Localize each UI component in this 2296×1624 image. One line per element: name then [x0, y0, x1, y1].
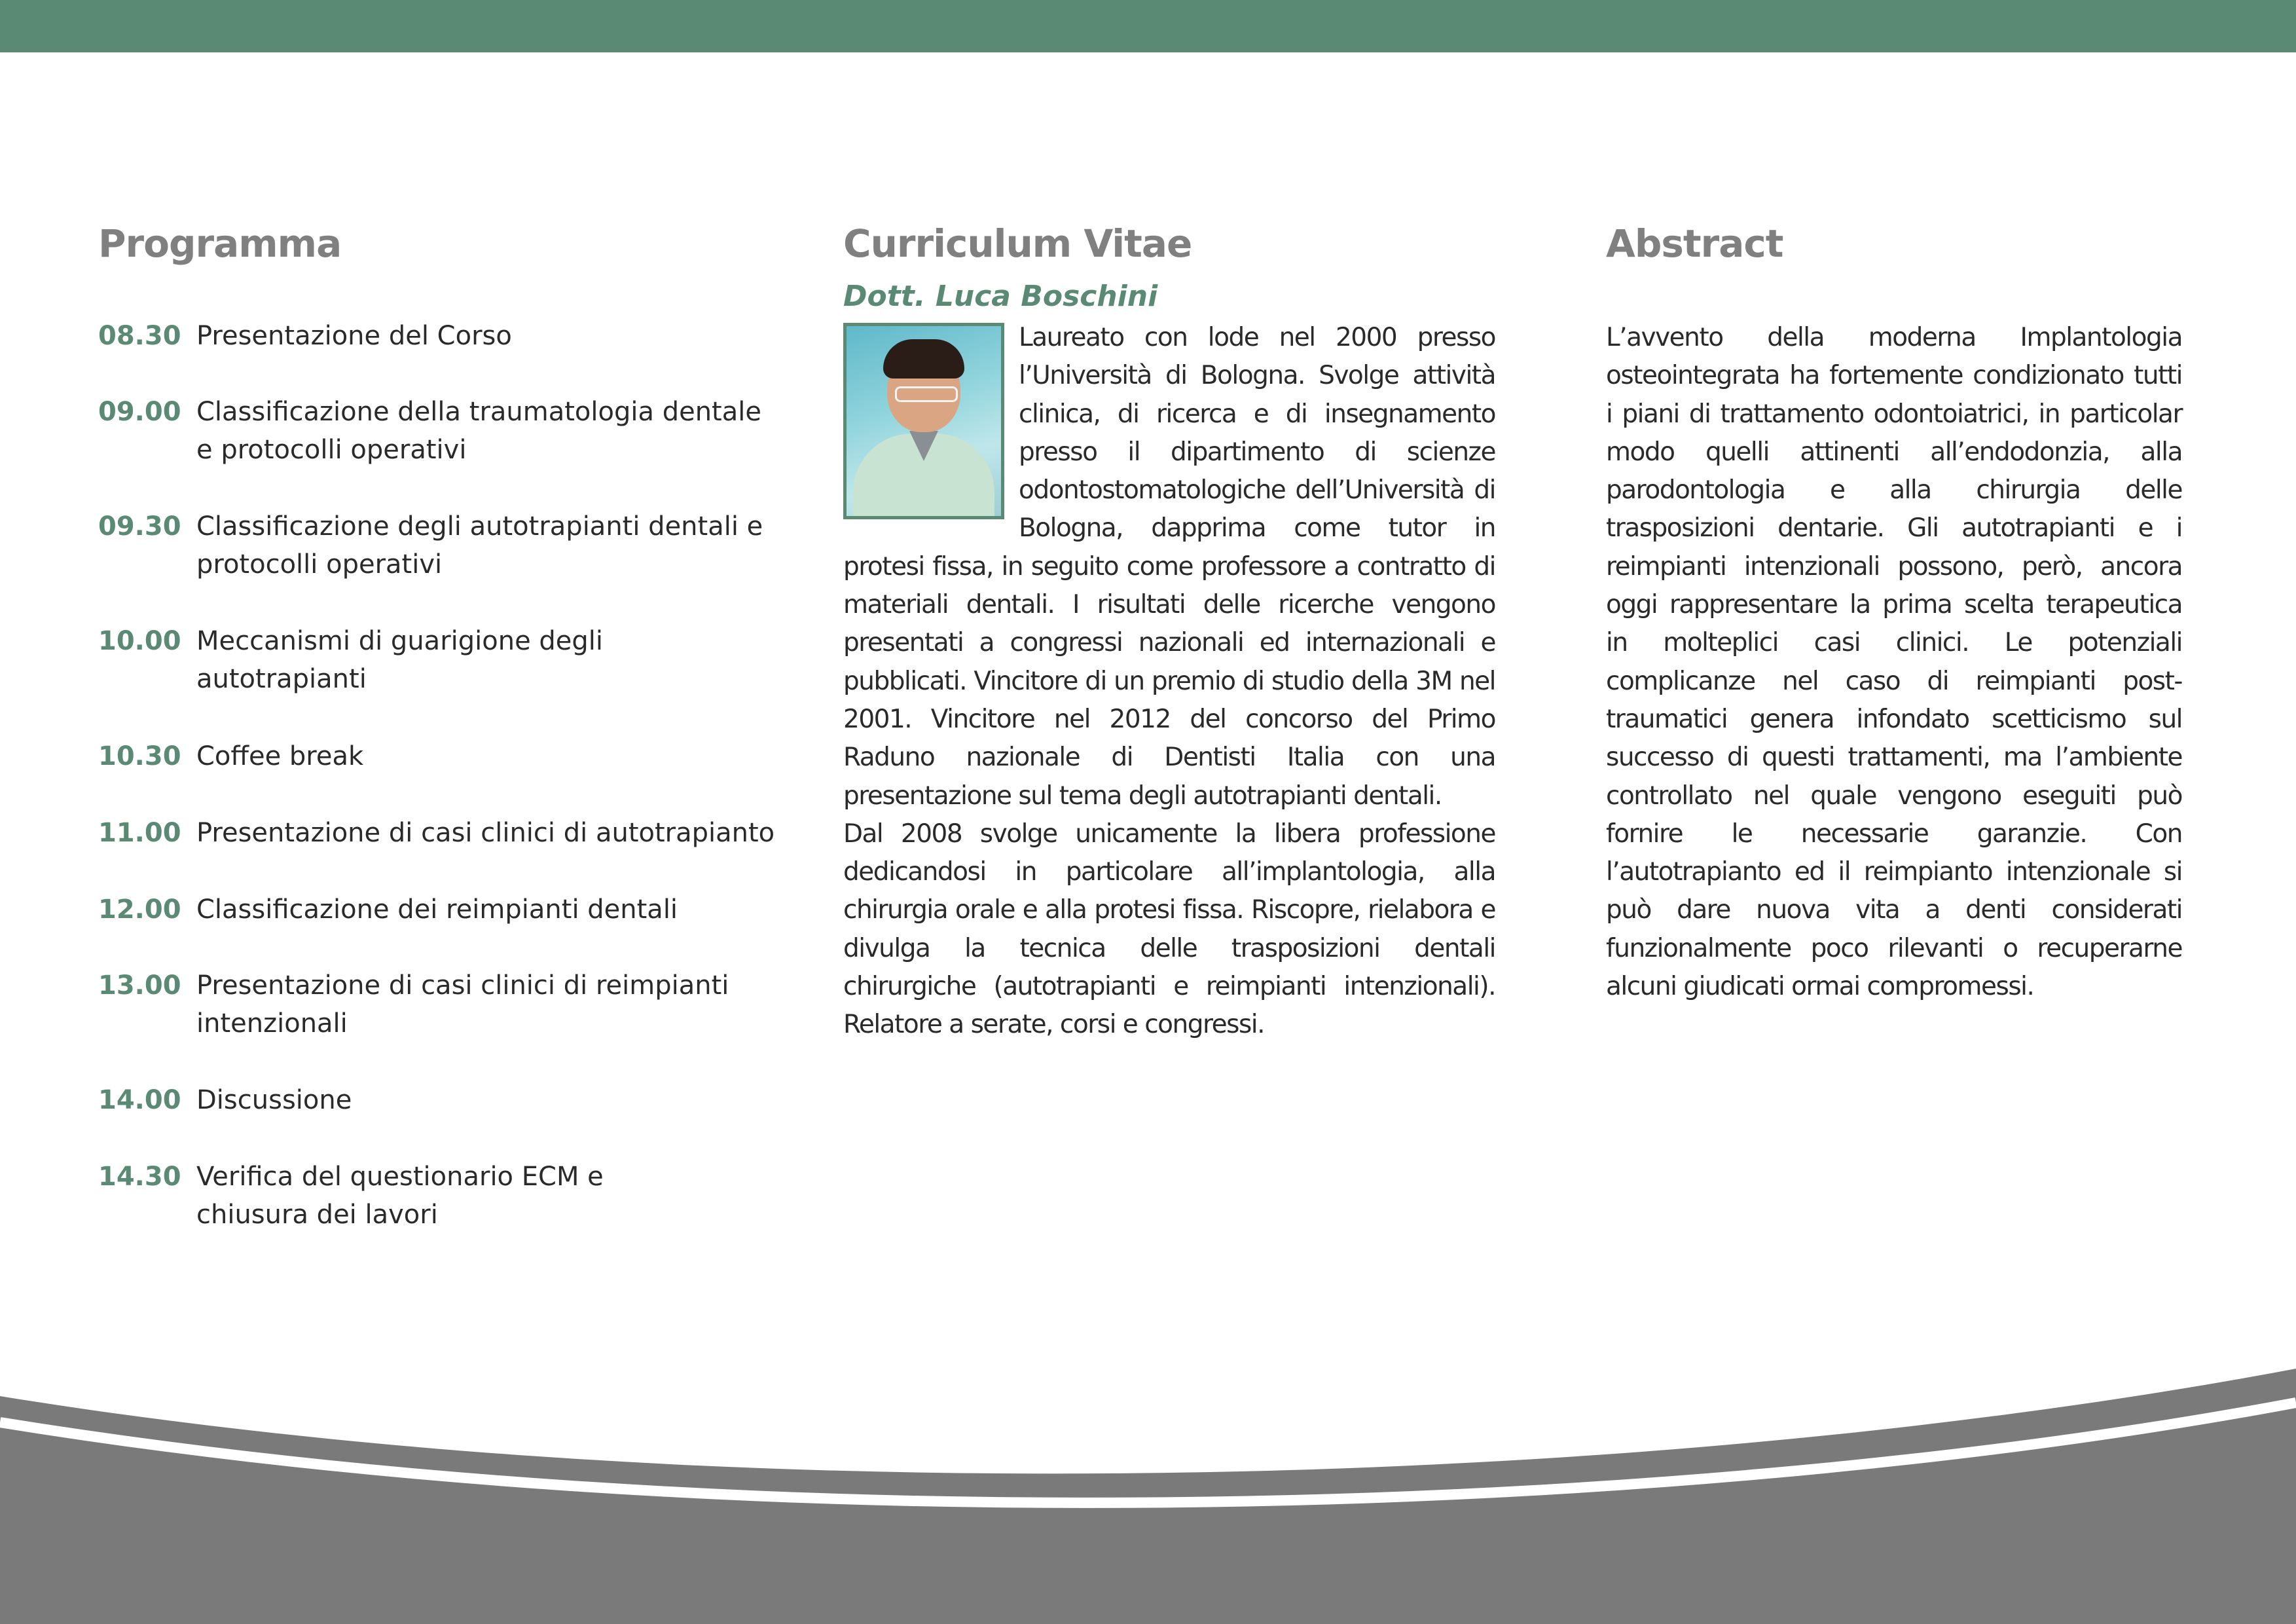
programma-time: 12.00: [98, 895, 181, 925]
cv-paragraph-2: Dal 2008 svolge unicamente la libera professione dedicandosi in particolare all’implantologia, alla chirurgia orale e alla protesi fissa. Riscopre, rielabora e divulga la tecnica delle trasposizioni dentali chirurgiche (autotrapianti e reimpianti intenzionali). Relatore a serate, corsi e congressi.: [843, 819, 1495, 1040]
cv-title: Curriculum Vitae: [843, 221, 1192, 266]
programma-line: chiusura dei lavori: [196, 1200, 438, 1230]
programma-line: Verifica del questionario ECM e: [196, 1162, 604, 1192]
programma-time: 10.30: [98, 741, 181, 771]
programma-time: 11.00: [98, 818, 181, 848]
top-color-band: [0, 0, 2296, 52]
programma-line: Discussione: [196, 1085, 352, 1115]
programma-time: 08.30: [98, 321, 181, 351]
cv-paragraph-1: Laureato con lode nel 2000 presso l’Università di Bologna. Svolge attività clinica, di ricerca e di insegnamento presso il dipartimento di scienze odontostomatologiche dell’Università di Bologna, dapprima come tutor in protesi fissa, in seguito come professore a contratto di materiali dentali. I risultati delle ricerche vengono presentati a congressi nazionali ed internazionali e pubblicati. Vincitore di un premio di studio della 3M nel 2001. Vincitore nel 2012 del concorso del Primo Raduno nazionale di Dentisti Italia con una presentazione sul tema degli autotrapianti dentali.: [843, 323, 1495, 811]
programma-time: 13.00: [98, 970, 181, 1001]
programma-line: Classificazione degli autotrapianti dentali e: [196, 511, 763, 542]
programma-time: 09.00: [98, 397, 181, 427]
cv-body: [843, 319, 1495, 1044]
programma-time: 14.00: [98, 1085, 181, 1115]
programma-line: Classificazione dei reimpianti dentali: [196, 895, 678, 925]
abstract-title: Abstract: [1606, 221, 1783, 266]
programma-time: 10.00: [98, 626, 181, 656]
portrait-photo-icon: [843, 323, 1004, 519]
programma-line: Coffee break: [196, 741, 364, 771]
bottom-wave-decoration: [0, 1362, 2296, 1624]
programma-line: protocolli operativi: [196, 549, 443, 580]
programma-line: Presentazione di casi clinici di autotrapianto: [196, 818, 775, 848]
programma-line: Presentazione di casi clinici di reimpianti: [196, 970, 729, 1001]
programma-line: Classificazione della traumatologia dentale: [196, 397, 761, 427]
programma-line: Meccanismi di guarigione degli: [196, 626, 604, 656]
abstract-body: L’avvento della moderna Implantologia osteointegrata ha fortemente condizionato tutti i piani di trattamento odontoiatrici, in particolar modo quelli attinenti all’endodonzia, alla parodontologia e alla chirurgia delle trasposizioni dentarie. Gli autotrapianti e i reimpianti intenzionali possono, però, ancora oggi rappresentare la prima scelta terapeutica in molteplici casi clinici. Le potenziali complicanze nel caso di reimpianti post-traumatici genera infondato scetticismo sul successo di questi trattamenti, ma l’ambiente controllato nel quale vengono eseguiti può fornire le necessarie garanzie. Con l’autotrapianto ed il reimpianto intenzionale si può dare nuova vita a denti considerati funzionalmente poco rilevanti o recuperarne alcuni giudicati ormai compromessi.: [1606, 323, 2182, 1002]
cv-doctor-name: Dott. Luca Boschini: [843, 280, 1158, 313]
programma-time: 14.30: [98, 1162, 181, 1192]
programma-time: 09.30: [98, 511, 181, 542]
programma-title: Programma: [98, 221, 342, 266]
programma-line: intenzionali: [196, 1008, 348, 1039]
programma-line: Presentazione del Corso: [196, 321, 512, 351]
programma-line: autotrapianti: [196, 664, 367, 694]
programma-line: e protocolli operativi: [196, 435, 467, 465]
